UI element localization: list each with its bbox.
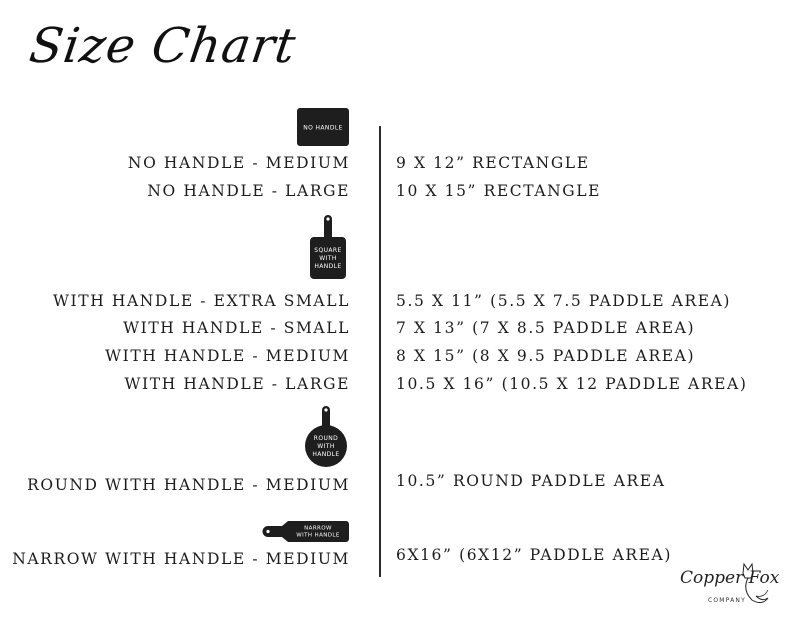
- row-label: WITH HANDLE - LARGE: [124, 375, 350, 393]
- narrow-icon-line: NARROW: [304, 525, 332, 532]
- logo-name: Copper Fox: [680, 568, 780, 588]
- round-with-handle-board-icon: [304, 404, 348, 470]
- narrow-with-handle-board-icon: [262, 517, 350, 543]
- row-label: ROUND WITH HANDLE - MEDIUM: [27, 476, 350, 494]
- row-value: 10.5” ROUND PADDLE AREA: [396, 472, 666, 490]
- square-icon-line: SQUARE: [314, 247, 342, 254]
- fox-icon: [734, 560, 772, 608]
- row-value: 8 X 15” (8 X 9.5 PADDLE AREA): [396, 347, 696, 365]
- narrow-icon-line: WITH HANDLE: [296, 532, 340, 539]
- row-label: WITH HANDLE - EXTRA SMALL: [53, 292, 350, 310]
- row-label: WITH HANDLE - SMALL: [123, 319, 350, 337]
- row-label: NARROW WITH HANDLE - MEDIUM: [12, 550, 350, 568]
- no-handle-icon-label: NO HANDLE: [303, 124, 343, 132]
- row-value: 5.5 X 11” (5.5 X 7.5 PADDLE AREA): [396, 292, 732, 310]
- row-value: 6X16” (6X12” PADDLE AREA): [396, 546, 672, 564]
- logo-subtitle: COMPANY: [708, 597, 746, 604]
- square-icon-line: HANDLE: [314, 263, 342, 270]
- page-title: Size Chart: [26, 18, 300, 74]
- row-value: 10.5 X 16” (10.5 X 12 PADDLE AREA): [396, 375, 748, 393]
- round-icon-line: HANDLE: [312, 451, 340, 458]
- row-label: NO HANDLE - MEDIUM: [127, 154, 350, 172]
- row-value: 7 X 13” (7 X 8.5 PADDLE AREA): [396, 319, 696, 337]
- row-value: 10 X 15” RECTANGLE: [396, 182, 602, 200]
- company-logo: [676, 560, 780, 610]
- column-divider: [379, 126, 381, 577]
- no-handle-board-icon: [296, 107, 350, 147]
- row-label: NO HANDLE - LARGE: [147, 182, 350, 200]
- round-icon-line: ROUND: [313, 435, 339, 442]
- round-icon-line: WITH: [317, 443, 335, 450]
- square-icon-line: WITH: [319, 255, 337, 262]
- square-with-handle-board-icon: [306, 213, 350, 281]
- row-label: WITH HANDLE - MEDIUM: [105, 347, 350, 365]
- row-value: 9 X 12” RECTANGLE: [396, 154, 590, 172]
